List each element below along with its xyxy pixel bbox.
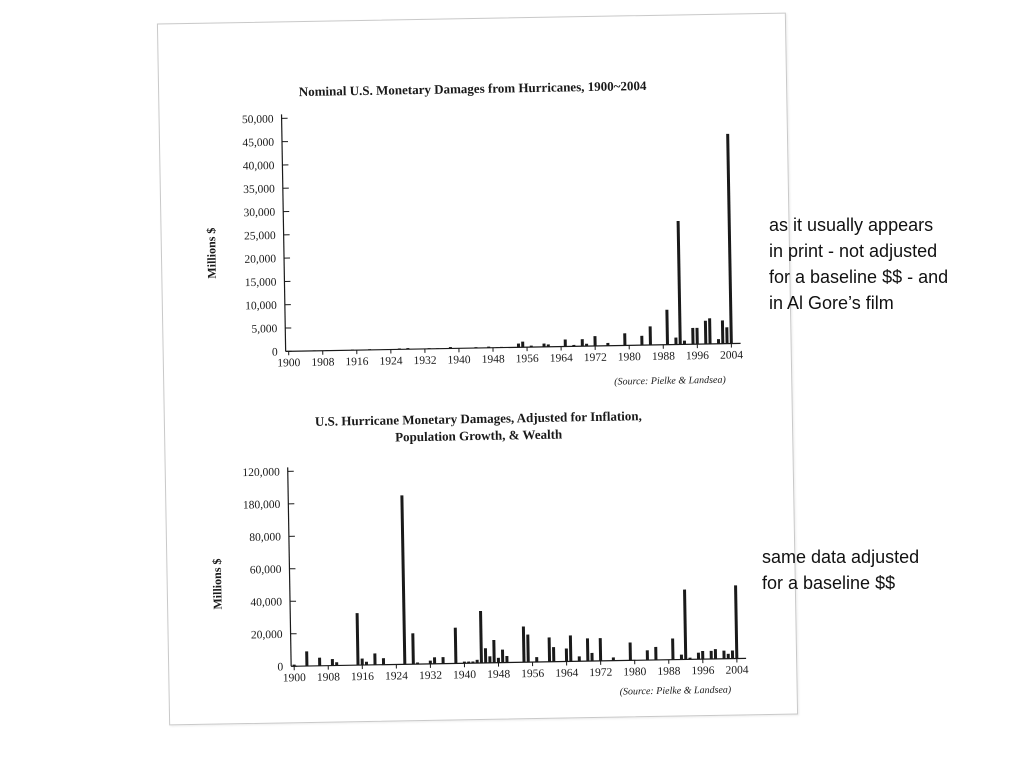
chart-2-bar	[565, 648, 568, 661]
chart-1-xtick-label: 1924	[379, 355, 403, 368]
chart-1-bar	[398, 348, 401, 349]
chart-2-bar	[734, 585, 738, 658]
chart-1-bar	[704, 321, 707, 344]
chart-2-bar	[471, 661, 474, 663]
chart-1-xtick-label: 1900	[277, 357, 301, 370]
chart-2-bar	[505, 656, 508, 663]
chart-1-bar	[542, 344, 545, 347]
chart-1-bar	[564, 339, 567, 346]
chart-1-ytick-label: 5,000	[251, 323, 278, 336]
chart-2-bar	[479, 611, 483, 663]
chart-1-bar	[677, 221, 682, 345]
chart-2-xtick-label: 1956	[521, 667, 545, 681]
chart-1-ytick-label: 15,000	[244, 276, 277, 290]
chart-1-bar	[726, 134, 733, 344]
chart-1-bar	[717, 339, 720, 344]
chart-1-bar	[500, 347, 503, 348]
chart-1-bar	[487, 347, 490, 348]
chart-2-ytick-label: 120,000	[242, 466, 280, 480]
chart-1-bar	[474, 347, 477, 348]
chart-2-bar	[331, 659, 334, 666]
chart-1-bar	[368, 349, 371, 350]
chart-2-bar	[569, 635, 572, 661]
chart-2-xtick-label: 1980	[623, 666, 647, 679]
chart-1-xtick-label: 1972	[583, 351, 607, 365]
chart-2-bar	[497, 658, 500, 663]
chart-2-xtick-label: 1988	[657, 665, 681, 678]
chart-2-ylabel: Millions $	[209, 558, 225, 610]
chart-2-bar	[688, 658, 691, 660]
chart-2-bar	[599, 638, 602, 661]
chart-1-bar	[351, 349, 354, 350]
chart-1-xtick-label: 1916	[345, 355, 369, 369]
chart-2-bar	[578, 656, 581, 661]
chart-2-y-axis	[288, 467, 291, 666]
chart-2-xtick-label: 1924	[384, 670, 409, 683]
chart-2-bar	[522, 626, 526, 662]
chart-1-bar	[708, 318, 711, 344]
chart-1-xtick-label: 1996	[685, 349, 710, 363]
chart-2-bar	[416, 662, 419, 664]
scanned-page	[157, 13, 798, 726]
chart-2-bar	[365, 662, 368, 665]
chart-2-bar	[727, 654, 730, 659]
chart-1-title: Nominal U.S. Monetary Damages from Hurricanes, 1900~2004	[298, 78, 647, 100]
chart-2-bar	[612, 657, 615, 660]
chart-2-xtick-label: 2004	[725, 664, 749, 677]
chart-1-bar	[581, 339, 584, 346]
chart-1-bar	[606, 343, 609, 346]
chart-2-bar	[305, 651, 308, 666]
chart-2-bar	[463, 662, 466, 664]
chart-2-bar	[382, 658, 385, 665]
chart-2-bar	[586, 638, 589, 661]
chart-1-bar	[665, 310, 669, 345]
chart-1-ytick-label: 40,000	[242, 160, 275, 173]
chart-2-bar	[476, 660, 479, 663]
chart-2-bar	[646, 650, 649, 660]
chart-1-bar	[640, 336, 643, 345]
chart-2-bar	[501, 650, 504, 663]
chart-2-bar	[590, 653, 593, 661]
chart-2-bar	[526, 635, 529, 663]
chart-2-bar	[488, 656, 491, 663]
chart-1-xtick-label: 2004	[719, 349, 744, 362]
chart-2-bar	[535, 657, 538, 662]
chart-1-ytick-label: 20,000	[244, 253, 277, 266]
chart-2-bar	[722, 651, 725, 659]
chart-2-ytick-label: 0	[277, 661, 284, 674]
chart-2-xtick-label: 1972	[589, 666, 613, 680]
chart-2-xtick-label: 1948	[487, 668, 511, 681]
chart-1-bar	[517, 344, 520, 348]
chart-2-bar	[629, 642, 632, 660]
chart-1-xtick-label: 1956	[515, 352, 539, 366]
chart-2-bar	[683, 590, 687, 660]
chart-1-bar	[428, 348, 431, 349]
chart-2-bar	[710, 651, 713, 659]
chart-1-xtick-label: 1940	[447, 354, 471, 367]
chart-2-title-line-1: U.S. Hurricane Monetary Damages, Adjusted for Inflation,	[314, 408, 642, 429]
chart-2-bar	[373, 653, 376, 664]
chart-2-xtick-label: 1932	[418, 669, 443, 683]
chart-1-bar	[721, 320, 724, 343]
chart-2-bar	[442, 657, 445, 664]
chart-1-bar	[572, 345, 575, 346]
charts-canvas	[158, 14, 797, 725]
chart-1-bar	[436, 348, 439, 349]
chart-1-bar	[649, 326, 652, 345]
chart-2-source: (Source: Pielke & Landsea)	[619, 684, 732, 698]
chart-2-bar	[697, 653, 700, 660]
chart-1-xtick-label: 1908	[311, 356, 335, 369]
chart-2-bar	[335, 662, 338, 665]
chart-2-bar	[356, 613, 360, 665]
chart-1-xtick-label: 1980	[617, 351, 641, 364]
chart-2-bar	[701, 651, 704, 659]
chart-2-xtick-label: 1908	[316, 671, 341, 684]
chart-1-xtick-label: 1964	[549, 352, 573, 365]
chart-2-bar	[400, 495, 406, 664]
chart-2-ytick-label: 80,000	[249, 531, 282, 545]
chart-1-xtick-label: 1988	[651, 350, 676, 363]
chart-1-bar	[585, 344, 588, 346]
chart-1-xtick-label: 1948	[481, 353, 505, 366]
chart-1-bar	[725, 327, 728, 343]
chart-1-bar	[530, 346, 533, 347]
chart-2-bar	[454, 628, 458, 664]
chart-1-ytick-label: 30,000	[243, 206, 276, 220]
chart-2-bar	[429, 661, 432, 664]
chart-1-bar	[623, 333, 626, 345]
chart-2-ytick-label: 20,000	[250, 628, 283, 642]
chart-2-xtick-label: 1940	[453, 669, 477, 682]
annotation-not-adjusted: as it usually appears in print - not adjusted for a baseline $$ - and in Al Gore’s film	[769, 215, 949, 313]
chart-1-bar	[313, 350, 316, 351]
chart-1-ytick-label: 50,000	[241, 113, 274, 127]
chart-2-title-line-2: Population Growth, & Wealth	[394, 426, 563, 445]
chart-2-bar	[680, 655, 683, 660]
chart-1-bar	[547, 344, 550, 346]
chart-1-bar	[691, 328, 694, 344]
chart-2-bar	[411, 633, 415, 664]
chart-2-bar	[714, 649, 717, 659]
annotation-adjusted: same data adjusted for a baseline $$	[762, 547, 920, 593]
chart-1-bar	[325, 350, 328, 351]
chart-1-ylabel: Millions $	[203, 227, 219, 279]
chart-1-bar	[287, 351, 290, 352]
chart-1-bar	[521, 342, 524, 348]
chart-2-xtick-label: 1964	[555, 667, 579, 680]
chart-1-bar	[593, 336, 596, 346]
chart-1-bar	[674, 338, 677, 345]
chart-2-bar	[361, 659, 364, 666]
chart-2-bar	[654, 647, 657, 660]
chart-2-bar	[548, 637, 551, 661]
chart-1-bar	[496, 347, 499, 348]
chart-2-ytick-label: 180,000	[242, 498, 281, 512]
chart-1-ytick-label: 35,000	[243, 183, 275, 196]
chart-2-bar	[492, 640, 495, 663]
chart-2-bar	[467, 662, 470, 664]
chart-2-xtick-label: 1900	[282, 672, 306, 685]
chart-2-bar	[318, 658, 321, 666]
chart-2-bar	[293, 665, 296, 667]
chart-2-xtick-label: 1996	[691, 664, 715, 678]
chart-1-ytick-label: 0	[271, 346, 278, 359]
chart-1-bar	[406, 348, 409, 349]
chart-2-bar	[484, 648, 487, 663]
chart-2-bar	[671, 638, 674, 659]
chart-1-xtick-label: 1932	[413, 354, 437, 368]
chart-1-y-axis	[282, 114, 286, 351]
chart-2-ytick-label: 60,000	[249, 563, 282, 577]
chart-1-bar	[696, 328, 699, 344]
chart-2-bar	[552, 647, 555, 662]
chart-1-ytick-label: 45,000	[242, 136, 275, 150]
chart-2-bar	[433, 657, 436, 664]
chart-2-xtick-label: 1916	[350, 670, 375, 684]
chart-1-bar	[449, 347, 452, 348]
chart-2-ytick-label: 40,000	[250, 596, 283, 609]
chart-2-bar	[731, 650, 734, 658]
chart-1-bar	[683, 341, 686, 345]
chart-1-source: (Source: Pielke & Landsea)	[614, 374, 726, 388]
chart-1-ytick-label: 10,000	[245, 299, 277, 313]
chart-1-ytick-label: 25,000	[243, 230, 276, 243]
